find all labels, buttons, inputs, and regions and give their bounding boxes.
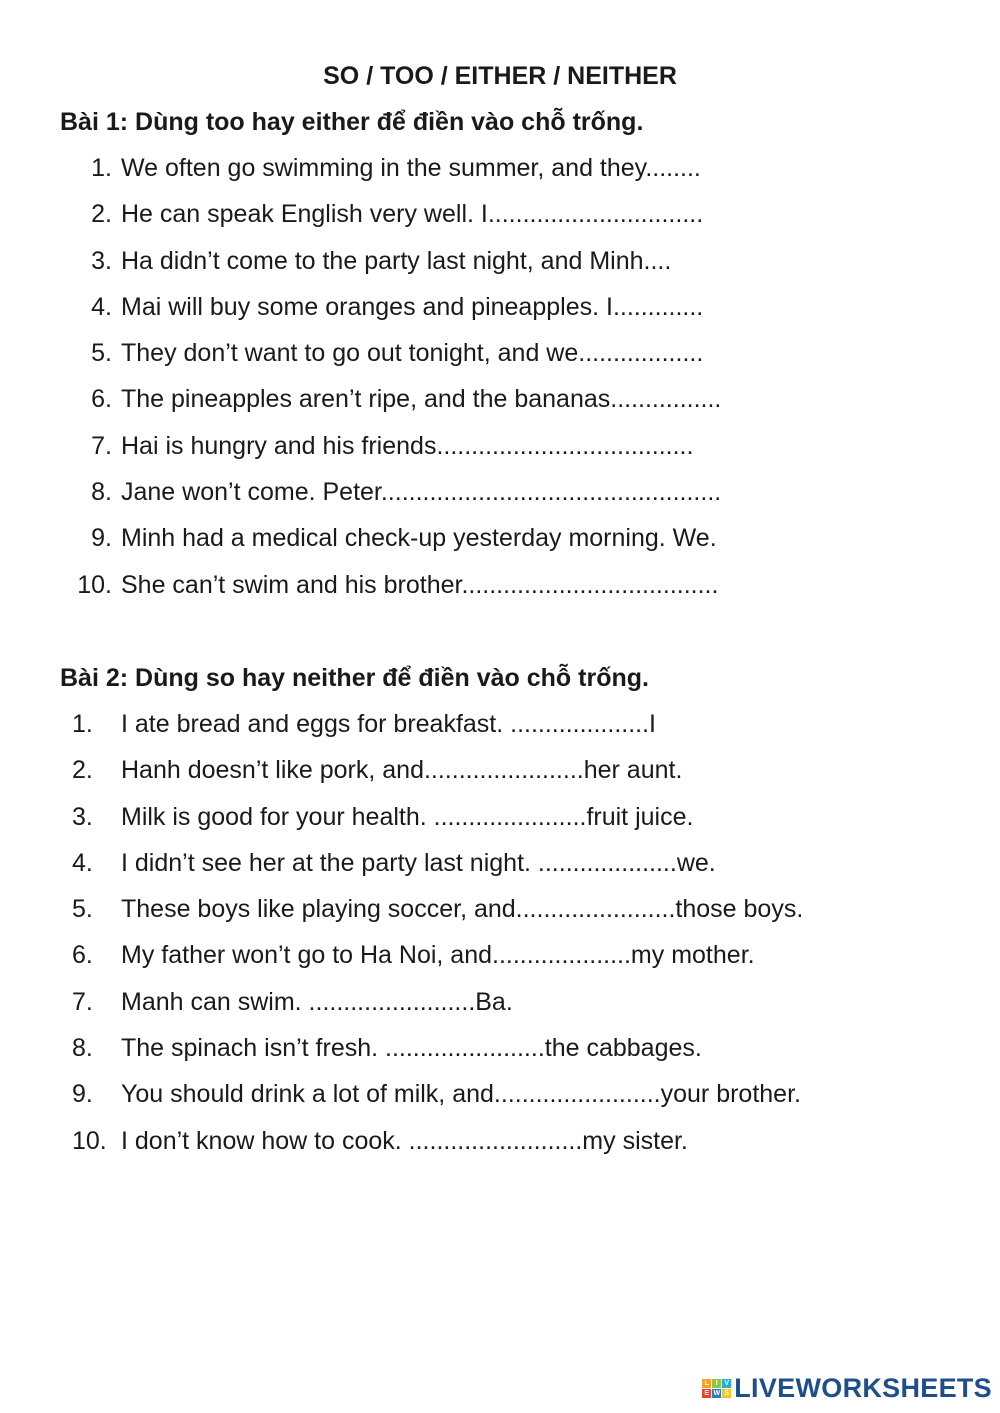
item-number: 9. xyxy=(72,1080,93,1109)
item-number: 10. xyxy=(72,1126,107,1155)
item-number: 6. xyxy=(91,385,112,414)
item-number: 2. xyxy=(91,200,112,229)
item-number: 3. xyxy=(72,802,93,831)
item-number: 8. xyxy=(72,1034,93,1063)
logo-letter-l: L xyxy=(702,1379,711,1388)
logo-mark-icon xyxy=(702,1379,731,1398)
logo-letter-s: S xyxy=(722,1389,731,1398)
item-text: Mai will buy some oranges and pineapples. I............. xyxy=(121,292,704,321)
item-text: The pineapples aren’t ripe, and the bananas................ xyxy=(121,385,722,414)
logo-letter-e: E xyxy=(702,1389,711,1398)
item-text: These boys like playing soccer, and.......................those boys. xyxy=(121,895,804,924)
worksheet-title: SO / TOO / EITHER / NEITHER xyxy=(323,62,677,90)
item-text: They don’t want to go out tonight, and we.................. xyxy=(121,339,704,368)
item-number: 6. xyxy=(72,941,93,970)
item-number: 5. xyxy=(72,895,93,924)
item-number: 4. xyxy=(72,848,93,877)
item-number: 7. xyxy=(91,431,112,460)
item-text: I don’t know how to cook. .........................my sister. xyxy=(121,1126,688,1155)
item-text: Milk is good for your health. ......................fruit juice. xyxy=(121,802,694,831)
logo-text: LIVEWORKSHEETS xyxy=(734,1373,992,1403)
item-text: I ate bread and eggs for breakfast. ....................I xyxy=(121,710,656,738)
item-text: We often go swimming in the summer, and they........ xyxy=(121,154,701,182)
item-text: Minh had a medical check-up yesterday morning. We. xyxy=(121,524,717,553)
item-text: You should drink a lot of milk, and........................your brother. xyxy=(121,1080,801,1109)
item-number: 9. xyxy=(91,524,112,553)
item-text: I didn’t see her at the party last night. ....................we. xyxy=(121,848,716,877)
item-number: 2. xyxy=(72,756,93,785)
item-text: Manh can swim. ........................Ba. xyxy=(121,987,513,1016)
item-number: 4. xyxy=(91,292,112,321)
item-text: Jane won’t come. Peter................................................. xyxy=(121,478,722,507)
item-text: Hai is hungry and his friends..................................... xyxy=(121,431,694,460)
item-text: He can speak English very well. I............................... xyxy=(121,200,704,229)
item-number: 3. xyxy=(91,246,112,275)
logo-letter-i: I xyxy=(712,1379,721,1388)
item-text: Hanh doesn’t like pork, and.......................her aunt. xyxy=(121,756,683,785)
item-number: 1. xyxy=(91,154,112,182)
item-text: Ha didn’t come to the party last night, and Minh.... xyxy=(121,246,672,275)
item-text: My father won’t go to Ha Noi, and....................my mother. xyxy=(121,941,755,970)
item-text: She can’t swim and his brother..................................... xyxy=(121,570,719,599)
item-number: 5. xyxy=(91,339,112,368)
item-number: 1. xyxy=(72,710,93,738)
exercise-1-heading: Bài 1: Dùng too hay either để điền vào chỗ trống. xyxy=(60,108,644,136)
item-text: The spinach isn’t fresh. .......................the cabbages. xyxy=(121,1034,702,1063)
item-number: 7. xyxy=(72,987,93,1016)
item-number: 10. xyxy=(77,570,112,599)
liveworksheets-logo xyxy=(702,1373,992,1403)
exercise-2-heading: Bài 2: Dùng so hay neither để điền vào chỗ trống. xyxy=(60,664,649,692)
logo-letter-w: W xyxy=(713,1389,721,1397)
item-number: 8. xyxy=(91,478,112,507)
logo-letter-v: V xyxy=(722,1379,731,1388)
